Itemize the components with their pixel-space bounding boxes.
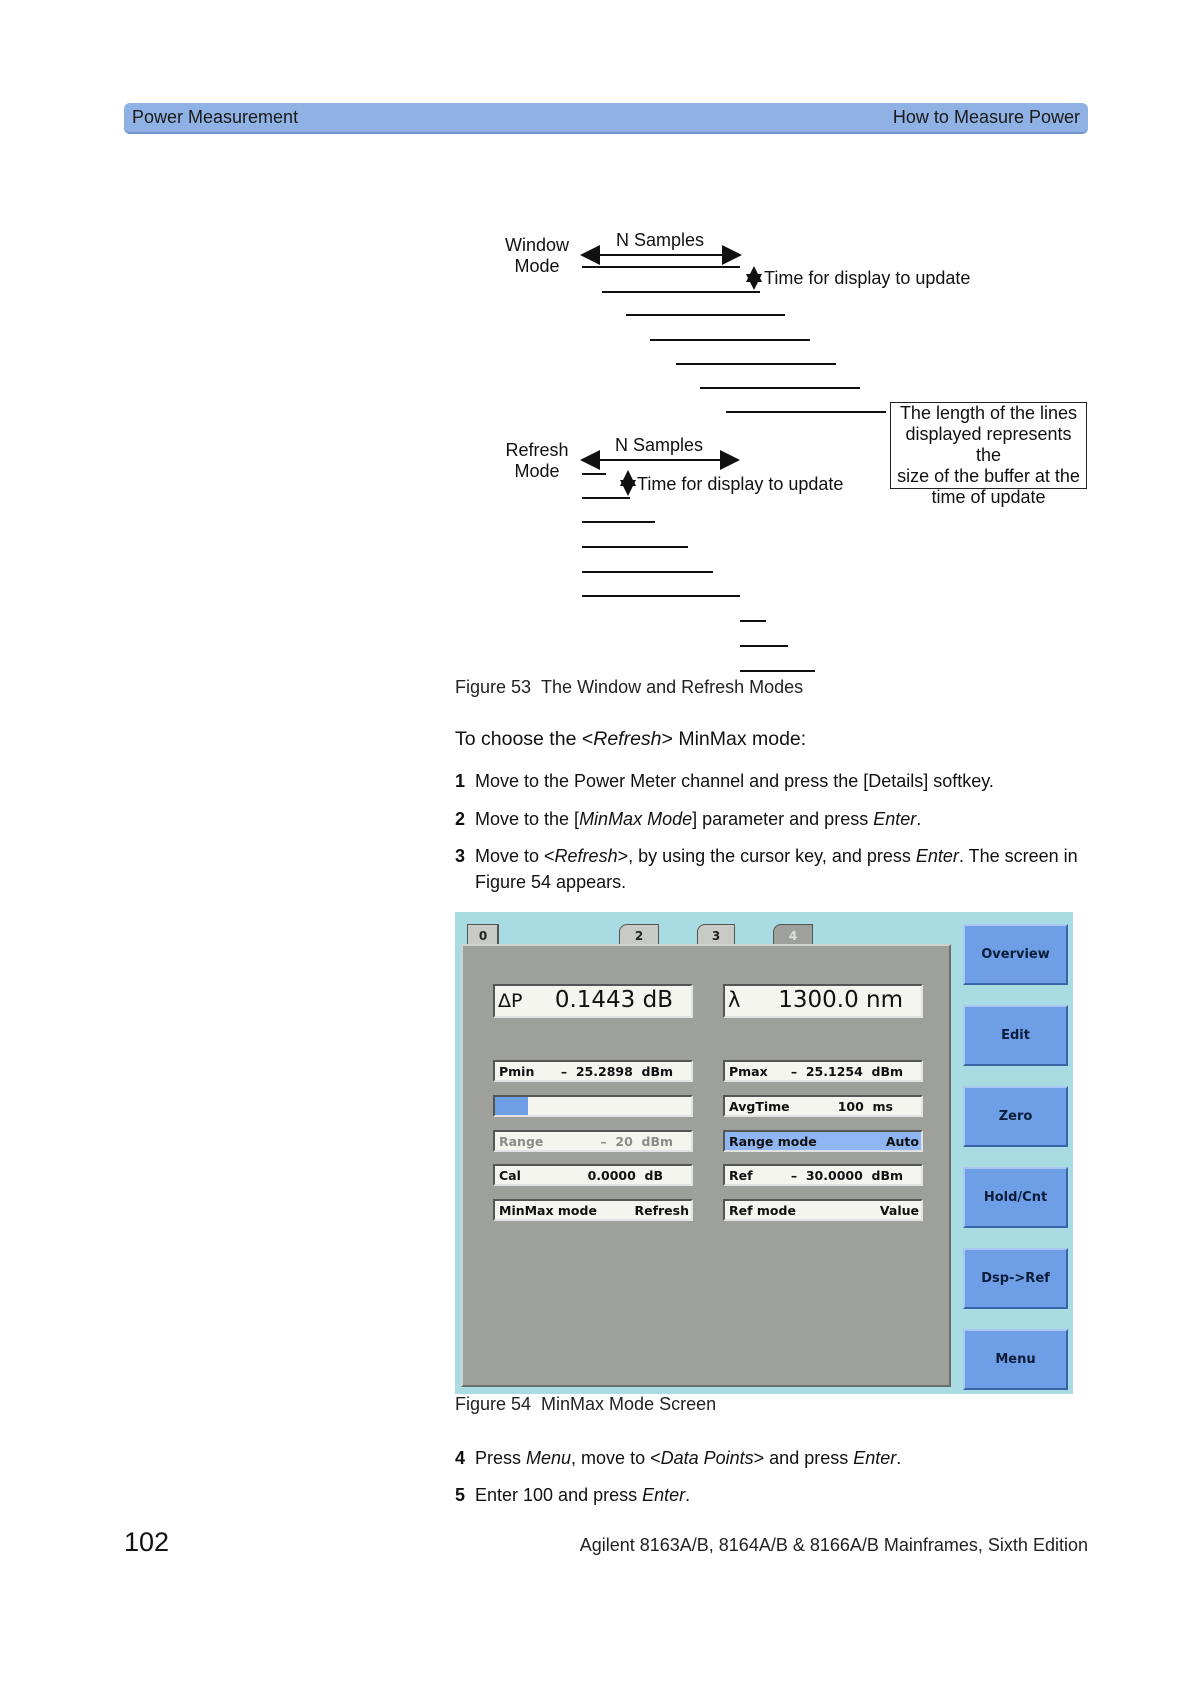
ref-field[interactable] (723, 1164, 923, 1186)
figure-53-caption (455, 677, 803, 698)
pmax-field[interactable] (723, 1060, 923, 1082)
figure-53-title: The Window and Refresh Modes (541, 677, 804, 697)
tab-4-active[interactable]: 4 (773, 924, 813, 947)
ref-label: Ref (729, 1168, 753, 1183)
pmin-field[interactable] (493, 1060, 693, 1082)
minmax-mode-screen (455, 912, 1073, 1394)
intro-text-emphasis: Refresh (593, 728, 662, 750)
range-mode-value: Auto (885, 1134, 919, 1149)
intro-text-post: > MinMax mode: (661, 728, 807, 750)
figure-54-number: Figure 54 (455, 1394, 532, 1414)
minmax-mode-field[interactable] (493, 1199, 693, 1221)
range-label: Range (499, 1134, 544, 1149)
minmax-mode-value: Refresh (634, 1203, 689, 1218)
header-chapter-title: How to Measure Power (892, 107, 1080, 127)
range-field[interactable] (493, 1130, 693, 1152)
overview-softkey[interactable]: Overview (963, 924, 1068, 985)
refresh-update-time-label: Time for display to update (637, 474, 844, 494)
tab-2[interactable]: 2 (619, 924, 659, 947)
buffer-length-note: The length of the lines displayed represents the size of the buffer at the time of update (890, 402, 1087, 489)
tab-3[interactable]: 3 (697, 924, 735, 947)
pmin-value: – 25.2898 dBm (560, 1064, 673, 1079)
delta-p-label: ΔP (498, 990, 523, 1012)
window-n-samples-label: N Samples (616, 230, 705, 250)
diagram-lines (0, 0, 1191, 700)
pmax-value: – 25.1254 dBm (790, 1064, 903, 1079)
intro-paragraph (455, 728, 806, 751)
avgtime-value: 100 ms (837, 1099, 893, 1114)
step-2: 2 Move to the [MinMax Mode] parameter and press Enter. (455, 809, 922, 829)
menu-softkey[interactable]: Menu (963, 1329, 1068, 1390)
range-mode-label: Range mode (729, 1134, 817, 1149)
refresh-mode-label: Refresh Mode (505, 440, 569, 481)
window-refresh-diagram (0, 0, 1191, 700)
page-number: 102 (124, 1527, 170, 1557)
window-mode-label: Window Mode (504, 235, 570, 276)
range-mode-field[interactable] (723, 1130, 923, 1152)
window-update-time-label: Time for display to update (764, 268, 971, 288)
edit-softkey[interactable]: Edit (963, 1005, 1068, 1066)
wavelength-value: 1300.0 nm (778, 987, 903, 1013)
channel-detail-panel (461, 944, 951, 1387)
ref-mode-value: Value (879, 1203, 919, 1218)
delta-power-display (493, 984, 693, 1018)
ref-value: – 30.0000 dBm (790, 1168, 903, 1183)
cal-label: Cal (499, 1168, 521, 1183)
wavelength-display (723, 984, 923, 1018)
pmin-label: Pmin (499, 1064, 535, 1079)
figure-53-number: Figure 53 (455, 677, 532, 697)
intro-text-pre: To choose the < (455, 728, 594, 750)
figure-54-caption (455, 1394, 716, 1415)
ref-mode-field[interactable] (723, 1199, 923, 1221)
zero-softkey[interactable]: Zero (963, 1086, 1068, 1147)
avgtime-field[interactable] (723, 1095, 923, 1117)
step-3-continued: Figure 54 appears. (475, 872, 627, 892)
pmax-label: Pmax (729, 1064, 768, 1079)
avgtime-label: AvgTime (729, 1099, 790, 1114)
cal-value: 0.0000 dB (587, 1168, 663, 1183)
refresh-n-samples-label: N Samples (615, 435, 704, 455)
step-1: 1 Move to the Power Meter channel and press the [Details] softkey. (455, 771, 994, 791)
delta-p-value: 0.1443 dB (554, 987, 673, 1013)
tab-divider (497, 924, 498, 946)
range-value: – 20 dBm (600, 1134, 673, 1149)
header-section-title: Power Measurement (132, 107, 299, 127)
ref-mode-label: Ref mode (729, 1203, 796, 1218)
lambda-icon: λ (728, 988, 741, 1012)
step-3: 3 Move to <Refresh>, by using the cursor key, and press Enter. The screen in (455, 846, 1078, 866)
power-bargraph-fill (495, 1097, 528, 1115)
step-4: 4 Press Menu, move to <Data Points> and press Enter. (455, 1448, 902, 1468)
step-5: 5 Enter 100 and press Enter. (455, 1485, 691, 1505)
cal-field[interactable] (493, 1164, 693, 1186)
figure-54-title: MinMax Mode Screen (541, 1394, 717, 1414)
hold-cnt-softkey[interactable]: Hold/Cnt (963, 1167, 1068, 1228)
minmax-mode-label: MinMax mode (499, 1203, 597, 1218)
tab-0[interactable]: 0 (467, 924, 499, 947)
footer-book-title: Agilent 8163A/B, 8164A/B & 8166A/B Mainframes, Sixth Edition (579, 1535, 1088, 1555)
dsp-ref-softkey[interactable]: Dsp->Ref (963, 1248, 1068, 1309)
power-bargraph (493, 1095, 693, 1117)
